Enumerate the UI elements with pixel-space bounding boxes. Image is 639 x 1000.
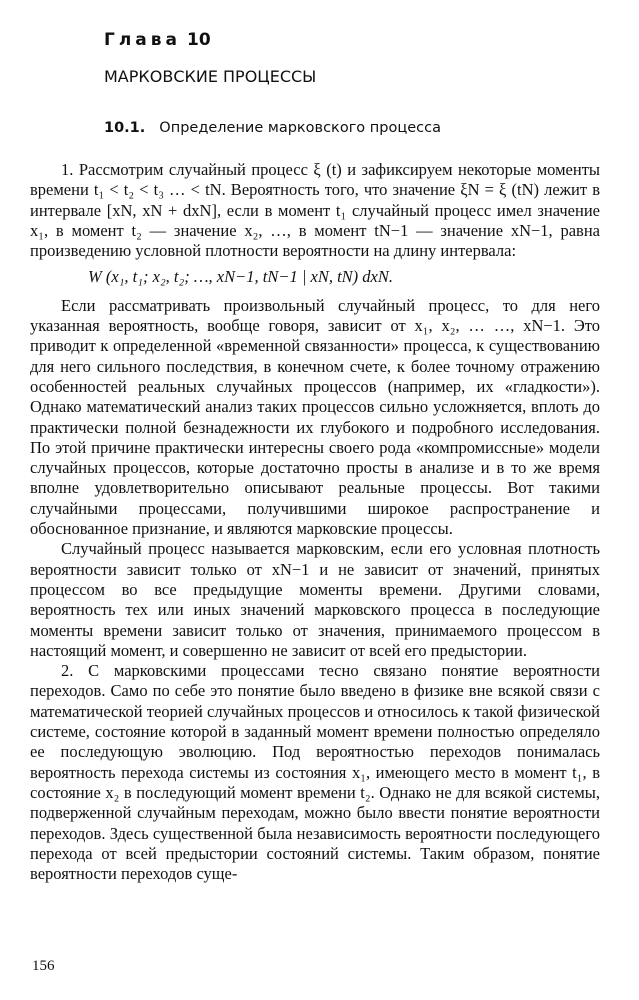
body-text (30, 160, 600, 884)
chapter-heading (104, 30, 211, 50)
chapter-title: МАРКОВСКИЕ ПРОЦЕССЫ (104, 67, 317, 86)
section-heading (104, 120, 441, 136)
chapter-word: Глава (104, 30, 181, 50)
paragraph: 1. Рассмотрим случайный процесс ξ (t) и зафиксируем некоторые моменты времени t₁ < t₂ < t₃ … < tN. Вероятность того, что значение ξN = ξ (tN) лежит в интервале [xN, xN + dxN], если в момент t₁ случайный процесс имел значение x₁, в момент t₂ — значение x₂, …, в момент tN−1 — значение xN−1, равна произведению условной плотности вероятности на длину интервала: (30, 160, 600, 261)
paragraph: Если рассматривать произвольный случайный процесс, то для него указанная вероятность, вообще говоря, зависит от x₁, x₂, … …, xN−1. Это приводит к определенной «временной связанности» процесса, к существованию для него сильного последствия, в конечном счете, к более точному отражению особенностей реальных случайных процессов (например, их «гладкости»). Однако математический анализ таких процессов сильно усложняется, вплоть до практически полной безнадежности их глубокого и подробного исследования. По этой причине практически интересны своего рода «компромиссные» модели случайных процессов, которые достаточно просты в анализе и в то же время вполне удовлетворительно описывают реальные процессы. Вот такими случайными процессами, получившими широкое распространение и обоснованное признание, и являются марковские процессы. (30, 295, 600, 539)
formula: W (x₁, t₁; x₂, t₂; …, xN−1, tN−1 | xN, tN) dxN. (88, 267, 394, 287)
page-number: 156 (32, 958, 55, 974)
paragraph: 2. С марковскими процессами тесно связано понятие вероятности переходов. Само по себе это понятие было введено в физике вне всякой связи с математической теорией случайных процессов и относилось к такой физической системе, состояние которой в заданный момент времени полностью определяло ее последующую эволюцию. Под вероятностью переходов понималась вероятность перехода системы из состояния x₁, имеющего место в момент t₁, в состояние x₂ в последующий момент времени t₂. Однако не для всякой системы, подверженной случайным переходам, можно было ввести понятие вероятности переходов. Здесь существенной была независимость вероятности последующего перехода от всей предыстории состояний системы. Таким образом, понятие вероятности переходов суще- (30, 661, 600, 884)
chapter-number: 10 (187, 30, 211, 50)
section-number: 10.1. (104, 120, 146, 136)
paragraph: Случайный процесс называется марковским, если его условная плотность вероятности зависит только от xN−1 и не зависит от значений, принятых процессом во все предыдущие моменты времени. Другими словами, вероятность тех или иных значений марковского процесса в последующие моменты времени зависит только от значения, принимаемого процессом в настоящий момент, и совершенно не зависит от всей его предыстории. (30, 539, 600, 660)
section-title: Определение марковского процесса (159, 120, 441, 136)
